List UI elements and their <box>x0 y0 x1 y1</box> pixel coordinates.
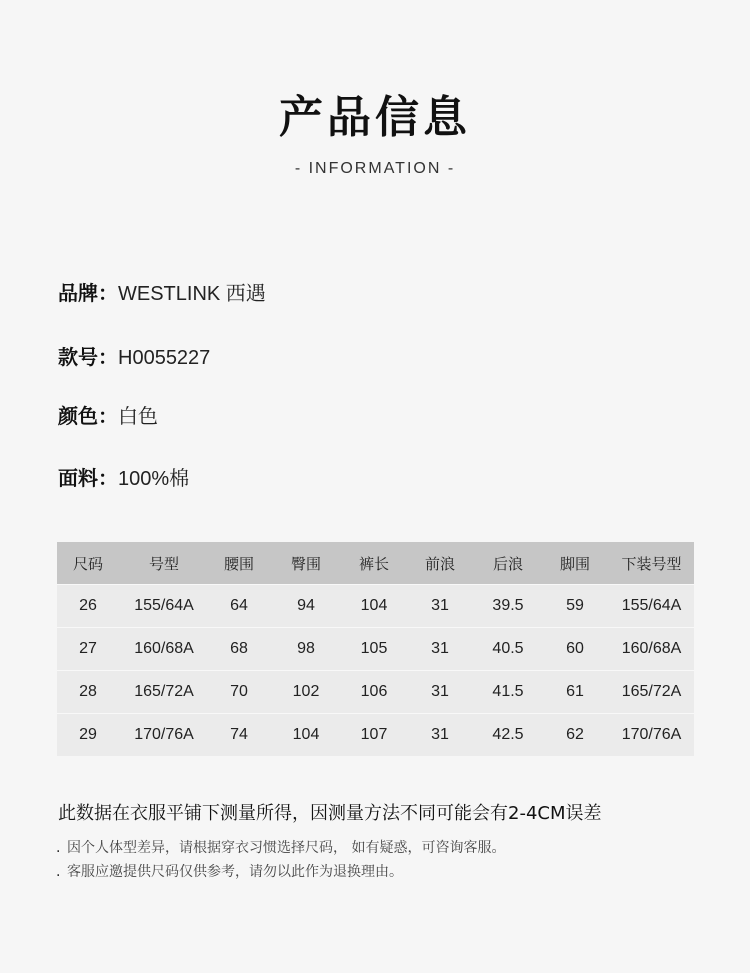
info-style-number <box>58 343 210 372</box>
table-cell: 74 <box>209 714 269 757</box>
info-fabric-value: 100%棉 <box>118 468 190 490</box>
bullet-dot-icon: . <box>56 840 61 856</box>
info-color <box>58 402 158 431</box>
table-cell: 160/68A <box>609 628 694 671</box>
size-table <box>57 542 694 756</box>
info-fabric <box>58 464 189 493</box>
table-cell: 31 <box>405 585 475 628</box>
info-style-number-label: 款号： <box>58 345 118 369</box>
info-color-label: 颜色： <box>58 404 118 428</box>
table-row <box>57 714 694 757</box>
table-cell: 64 <box>209 585 269 628</box>
table-header-cell: 腰围 <box>209 542 269 585</box>
table-cell: 104 <box>269 714 343 757</box>
tip-text: 客服应邀提供尺码仅供参考，请勿以此作为退换理由。 <box>67 864 403 880</box>
info-fabric-label: 面料： <box>58 466 118 490</box>
table-header-cell: 尺码 <box>57 542 119 585</box>
table-cell: 62 <box>541 714 609 757</box>
table-header-cell: 下装号型 <box>609 542 694 585</box>
table-cell: 165/72A <box>119 671 209 714</box>
tips-list <box>56 836 505 884</box>
table-cell: 165/72A <box>609 671 694 714</box>
table-header-row <box>57 542 694 585</box>
table-header-cell: 脚围 <box>541 542 609 585</box>
table-header-cell: 裤长 <box>343 542 405 585</box>
info-style-number-value: H0055227 <box>118 347 211 369</box>
table-cell: 40.5 <box>475 628 541 671</box>
table-cell: 26 <box>57 585 119 628</box>
table-header-cell: 前浪 <box>405 542 475 585</box>
table-cell: 27 <box>57 628 119 671</box>
info-brand-value: WESTLINK 西遇 <box>118 283 266 305</box>
table-row <box>57 671 694 714</box>
table-cell: 106 <box>343 671 405 714</box>
table-row <box>57 585 694 628</box>
table-cell: 29 <box>57 714 119 757</box>
list-item <box>56 860 505 884</box>
table-cell: 102 <box>269 671 343 714</box>
table-row <box>57 628 694 671</box>
table-cell: 61 <box>541 671 609 714</box>
list-item <box>56 836 505 860</box>
tip-text: 因个人体型差异，请根据穿衣习惯选择尺码， 如有疑惑，可咨询客服。 <box>67 840 506 856</box>
table-cell: 104 <box>343 585 405 628</box>
table-cell: 59 <box>541 585 609 628</box>
table-header-cell: 号型 <box>119 542 209 585</box>
table-cell: 39.5 <box>475 585 541 628</box>
table-cell: 42.5 <box>475 714 541 757</box>
table-cell: 105 <box>343 628 405 671</box>
bullet-dot-icon: . <box>56 864 61 880</box>
table-cell: 68 <box>209 628 269 671</box>
info-brand <box>58 279 266 308</box>
table-header-cell: 臀围 <box>269 542 343 585</box>
table-cell: 28 <box>57 671 119 714</box>
table-cell: 155/64A <box>609 585 694 628</box>
table-cell: 31 <box>405 628 475 671</box>
table-cell: 98 <box>269 628 343 671</box>
table-cell: 170/76A <box>119 714 209 757</box>
table-cell: 94 <box>269 585 343 628</box>
page-subtitle: - INFORMATION - <box>294 160 456 177</box>
measurement-note: 此数据在衣服平铺下测量所得，因测量方法不同可能会有2-4CM误差 <box>58 803 602 824</box>
table-cell: 60 <box>541 628 609 671</box>
table-header-cell: 后浪 <box>475 542 541 585</box>
table-cell: 70 <box>209 671 269 714</box>
table-cell: 41.5 <box>475 671 541 714</box>
info-brand-label: 品牌： <box>58 281 118 305</box>
page-title: 产品信息 <box>279 92 471 143</box>
table-cell: 170/76A <box>609 714 694 757</box>
table-cell: 31 <box>405 671 475 714</box>
table-cell: 31 <box>405 714 475 757</box>
section-header <box>0 88 750 178</box>
info-color-value: 白色 <box>118 406 158 428</box>
table-cell: 160/68A <box>119 628 209 671</box>
table-cell: 155/64A <box>119 585 209 628</box>
table-cell: 107 <box>343 714 405 757</box>
